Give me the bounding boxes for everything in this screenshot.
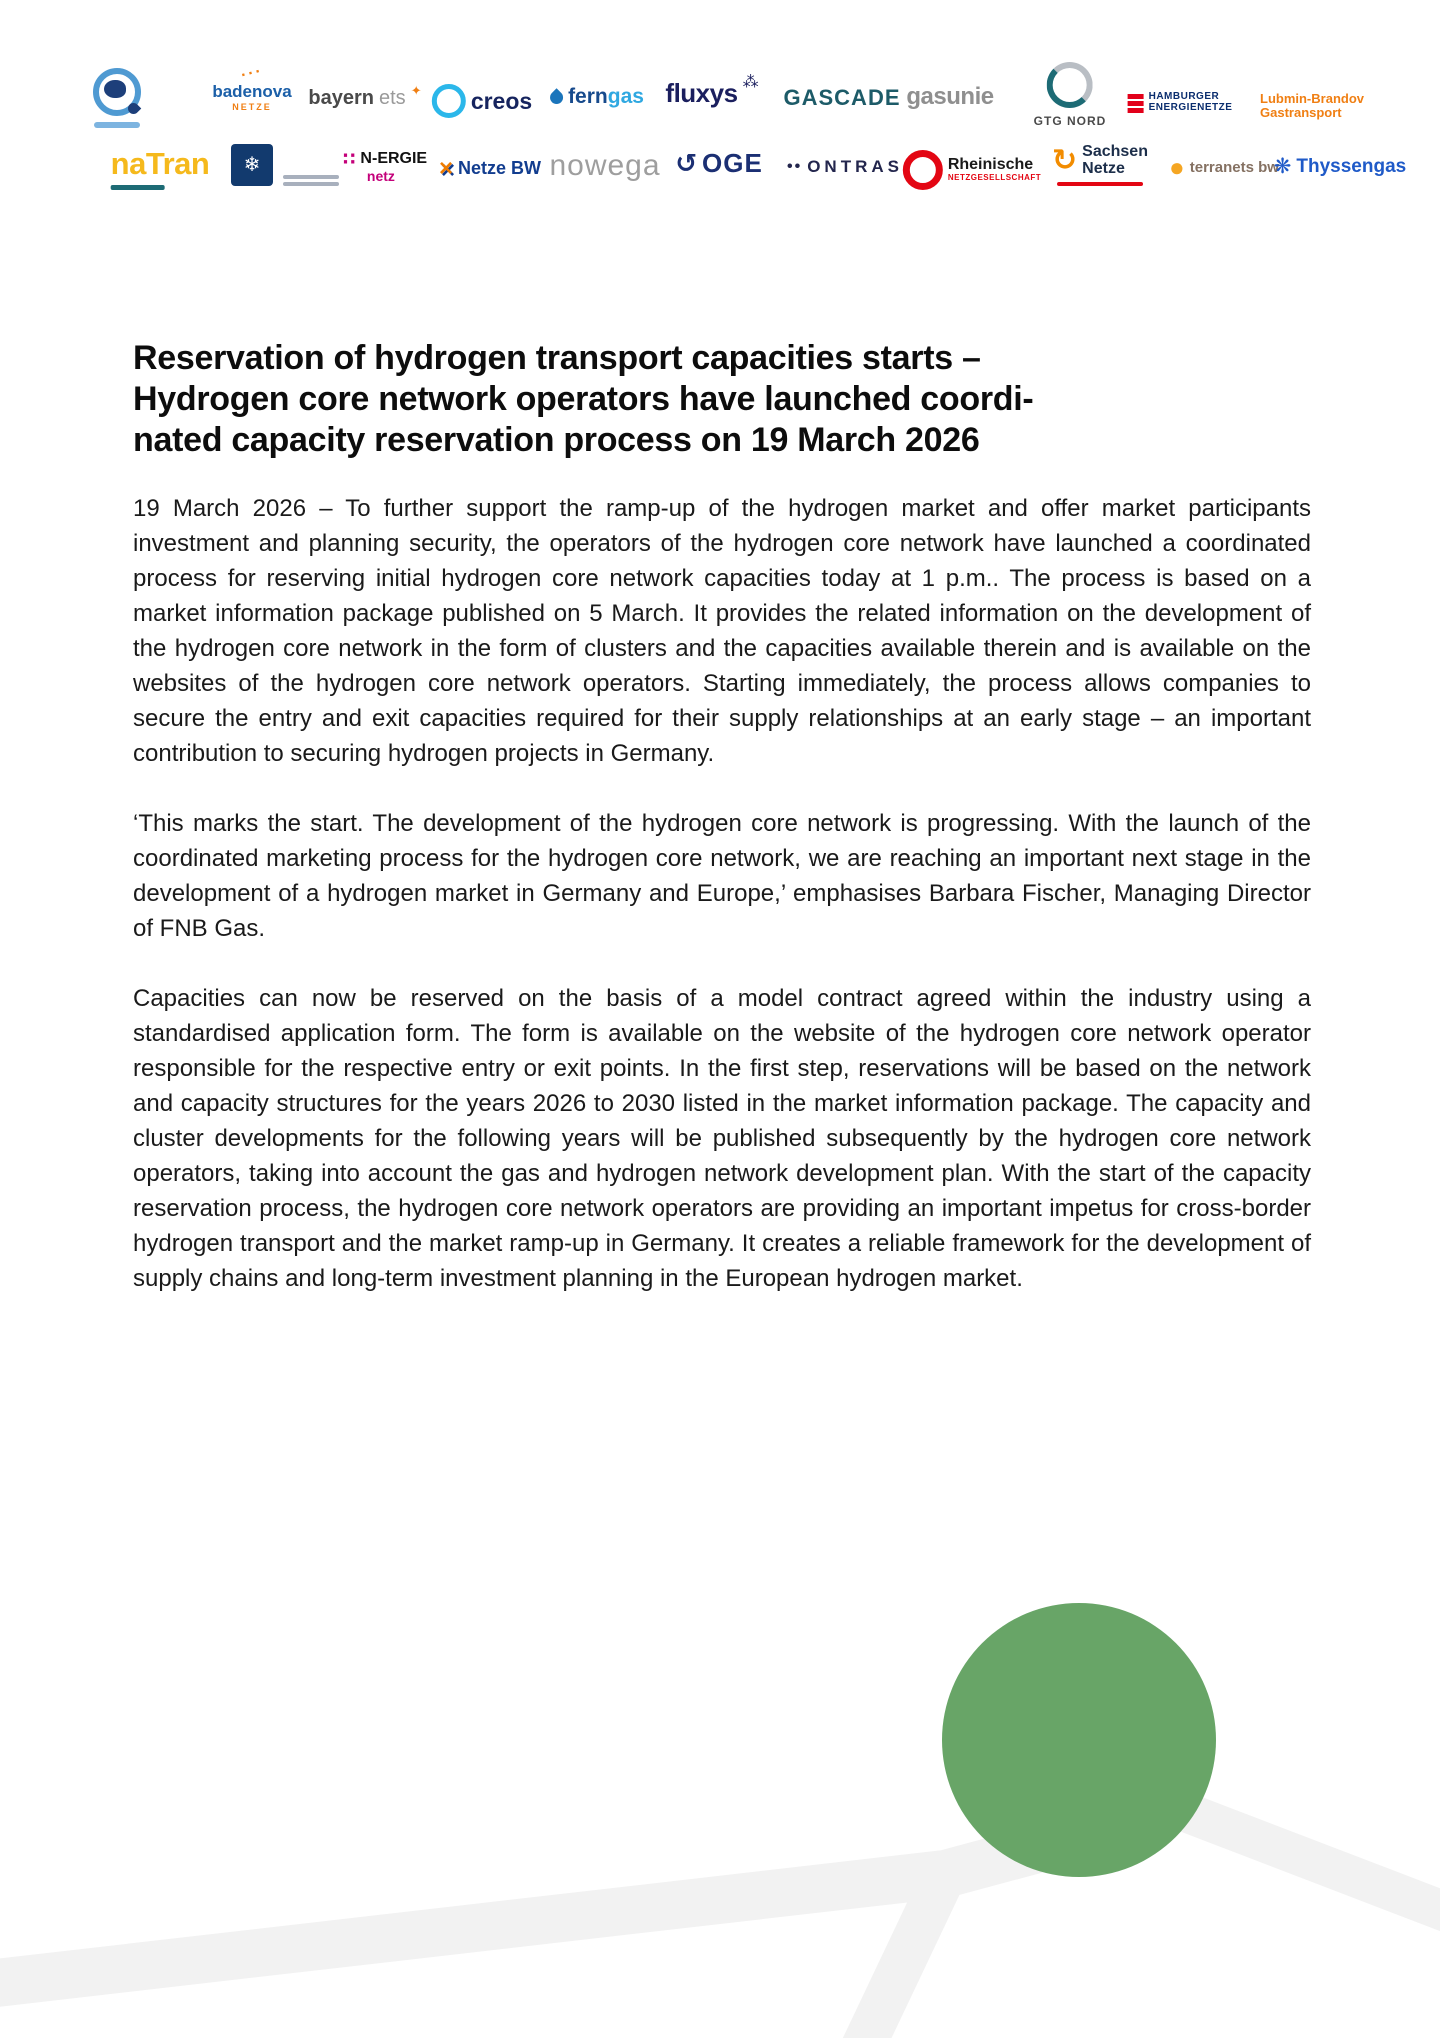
logo-text: N-ERGIE [360,150,428,168]
logo-text: bayern [308,87,374,109]
oge-logo [675,150,763,177]
two-dots-icon: •• [787,157,803,175]
logo-text: terranets bw [1189,158,1279,176]
paragraph-details: Capacities can now be reserved on the basis of a model contract agreed within the industry using a standardised application form. The form is available on the website of the hydrogen core network operator responsible for the respective entry or exit points. In the first step, reservations will be based on the network and capacity structures for the years 2026 to 2030 listed in the market information package. The capacity and cluster developments for the following years will be published subsequently by the hydrogen core network operators, taking into account the gas and hydrogen network development plan. With the start of the capacity reservation process, the hydrogen core network operators are providing an important impetus for cross-border hydrogen transport and the market ramp-up in Germany. It creates a reliable framework for the development of supply chains and long-term investment planning in the European hydrogen market. [133,985,1311,1292]
orange-sphere-icon: ● [1169,152,1185,182]
press-release-body [133,338,1311,1331]
fluxys-logo [665,74,759,108]
red-ring-icon [903,150,943,190]
loop-arrow-icon: ↺ [675,148,697,178]
logo-text: nowega [549,149,661,182]
c-ring-icon [432,84,466,118]
thyssengas-logo [1274,156,1406,178]
lubmin-brandov-gastransport-logo: Lubmin-Brandov Gastransport [1260,91,1364,120]
n-ergie-netz-logo: ∷ N-ERGIE netz [342,149,428,184]
creos-logo [432,84,532,118]
natran-logo [111,148,210,190]
headline: Reservation of hydrogen transport capacities starts – Hydrogen core network operators have launched coordi- nated capacity reservation process on 19 March 2026 [133,339,1034,459]
globe-droplet-icon [93,68,141,116]
logo-text: Netze BW [458,158,542,179]
network-snowflake-icon: ❄ [231,144,273,186]
gtg-nord-logo [1034,62,1107,128]
sachsennetze-logo: ↻ Sachsen Netze [1052,144,1148,186]
droplet-icon [547,88,565,106]
orange-swirl-icon: ↻ [1052,144,1078,178]
dot-cluster-icon: ∷ [342,149,356,169]
logo-text: GTG NORD [1033,114,1107,128]
badenova-netze-logo [212,62,292,112]
star-icon: ✦ [410,82,422,98]
green-circle [942,1603,1216,1877]
decoration-band-right [1180,1810,1440,1925]
globe-droplet-logo [93,68,141,128]
logo-text: Thyssengas [1296,156,1407,178]
logo-text: ONTRAS [807,157,903,176]
bayernets-logo: bayern ets ✦ [308,82,422,109]
logo-text: badenova [212,81,292,101]
logo-text: gasunie [906,83,994,110]
logo-text: GASCADE [783,85,901,110]
molecule-icon: ⁂ [742,74,759,92]
red-bars-icon [1128,94,1144,99]
netze-bw-logo [439,156,541,181]
terranets-bw-logo [1169,154,1279,181]
gascade-logo [783,86,900,109]
logo-subtext: NETZE [232,101,272,112]
logo-caption-bars [283,175,339,186]
logo-text: Sachsen [1082,143,1148,160]
ontras-logo [787,158,903,176]
decoration-band-left [0,1816,1160,1986]
logo-text: creos [470,87,533,114]
logo-header [0,0,1440,230]
gasunie-logo [906,84,993,109]
paragraph-lead: 19 March 2026 – To further support the ramp-up of the hydrogen market and offer market participants investment and planning security, the operators of the hydrogen core network have launched a coordinated process for reserving initial hydrogen core network capacities today at 1 p.m.. The process is based on a market information package published on 5 March. It provides the related information on the development of the hydrogen core network in the form of clusters and the capacities available therein and is available on the websites of the hydrogen core network operators. Starting immediately, the process allows companies to secure the entry and exit capacities required for their supply relationships at an early stage – an important contribution to securing hydrogen projects in Germany. [133,495,1311,767]
nowega-logo [549,150,660,182]
network-square-logo [231,144,339,186]
logo-text: naTran [110,146,210,181]
logo-caption-bar [94,122,140,128]
logo-text: OGE [702,148,763,178]
ferngas-logo: ferngas [550,86,644,108]
dotted-t-icon: ❋ [1273,155,1292,178]
rheinische-netzgesellschaft-logo: Rheinische NETZGESELLSCHAFT [903,150,1041,190]
logo-text: HAMBURGER [1148,91,1220,102]
hamburger-energienetze-logo: HAMBURGER ENERGIENETZE [1128,92,1233,113]
logo-text: fluxys [665,78,738,108]
x-mark-icon: × [438,155,453,182]
paragraph-quote: ‘This marks the start. The development of the hydrogen core network is progressing. With the launch of the coordinated marketing process for the hydrogen core network, we are reaching an important next stage in the development of a hydrogen market in Germany and Europe,’ emphasises Barbara Fischer, Managing Director of FNB Gas. [133,810,1311,942]
logo-text: Lubmin-Brandov [1260,91,1364,106]
dots-swirl-icon: ··· [239,62,265,85]
decoration-band-down [852,1874,945,2038]
logo-text: fern [568,85,608,108]
logo-caption-bar [1057,182,1143,186]
gtg-ring-icon [1047,62,1093,108]
logo-text: Rheinische [947,156,1034,174]
logo-caption-bar [111,185,165,190]
